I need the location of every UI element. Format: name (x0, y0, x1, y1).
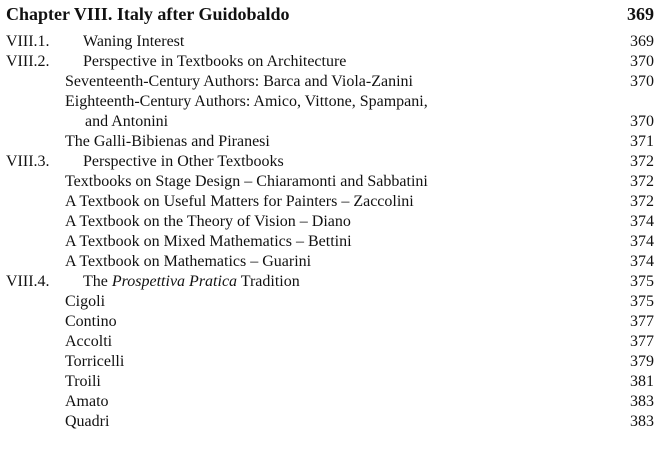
toc-entry-cigoli (6, 292, 654, 312)
entry-page: 372 (630, 173, 654, 190)
entry-title-post: Tradition (237, 273, 300, 290)
toc-entry-mixed-mathematics (6, 232, 654, 252)
toc-entry-contino (6, 312, 654, 332)
entry-page: 383 (630, 393, 654, 410)
entry-title: Perspective in Other Textbooks (83, 153, 284, 170)
entry-page: 375 (630, 293, 654, 310)
toc-entry-amato (6, 392, 654, 412)
toc-entry-quadri (6, 412, 654, 432)
toc-entry-theory-of-vision (6, 212, 654, 232)
entry-title-pre: The (83, 273, 112, 290)
toc-entry-mathematics-guarini (6, 252, 654, 272)
entry-page: 379 (630, 353, 654, 370)
entry-title: Seventeenth-Century Authors: Barca and Viola-Zanini (65, 73, 413, 90)
entry-title: Quadri (65, 413, 110, 430)
entry-title: A Textbook on Useful Matters for Painters – Zaccolini (65, 193, 414, 210)
entry-title: Torricelli (65, 353, 125, 370)
entry-page: 372 (630, 193, 654, 210)
entry-page: 372 (630, 153, 654, 170)
section-number: VIII.2. (6, 53, 50, 70)
toc-entry-accolti (6, 332, 654, 352)
toc-entry-stage-design (6, 172, 654, 192)
entry-title: Amato (65, 393, 109, 410)
toc-page (6, 0, 654, 432)
entry-title: Textbooks on Stage Design – Chiaramonti and Sabbatini (65, 173, 428, 190)
entry-title-italic: Prospettiva Pratica (111, 273, 238, 290)
toc-entry-galli-bibienas (6, 132, 654, 152)
entry-title: A Textbook on Mathematics – Guarini (65, 253, 312, 270)
toc-entry-waning-interest (6, 32, 654, 52)
chapter-page-number: 369 (627, 4, 654, 24)
entry-title: The Galli-Bibienas and Piranesi (65, 133, 270, 150)
toc-list (6, 32, 654, 432)
entry-page: 375 (630, 273, 654, 290)
section-number: VIII.1. (6, 33, 50, 50)
entry-title-line2: and Antonini (85, 113, 169, 130)
entry-page: 374 (630, 233, 654, 250)
entry-title: Accolti (65, 333, 113, 350)
toc-entry-textbooks-architecture (6, 52, 654, 72)
toc-entry-torricelli (6, 352, 654, 372)
entry-page: 383 (630, 413, 654, 430)
chapter-title: Chapter VIII. Italy after Guidobaldo (6, 4, 290, 24)
entry-page: 371 (630, 133, 654, 150)
toc-entry-troili (6, 372, 654, 392)
entry-page: 370 (630, 113, 654, 130)
toc-entry-prospettiva-pratica (6, 272, 654, 292)
entry-page: 369 (630, 33, 654, 50)
entry-page: 374 (630, 213, 654, 230)
entry-page: 374 (630, 253, 654, 270)
entry-title (65, 92, 585, 132)
toc-entry-seventeenth-century (6, 72, 654, 92)
entry-title: Perspective in Textbooks on Architecture (83, 53, 347, 70)
entry-title: A Textbook on Mixed Mathematics – Bettini (65, 233, 352, 250)
entry-page: 370 (630, 73, 654, 90)
toc-entry-useful-matters (6, 192, 654, 212)
toc-entry-eighteenth-century (6, 92, 654, 132)
entry-title: Contino (65, 313, 117, 330)
entry-page: 381 (630, 373, 654, 390)
entry-title (83, 272, 563, 292)
entry-title: A Textbook on the Theory of Vision – Diano (65, 213, 351, 230)
entry-title: Waning Interest (83, 33, 185, 50)
section-number: VIII.4. (6, 273, 50, 290)
entry-title: Cigoli (65, 293, 106, 310)
entry-title: Troili (65, 373, 101, 390)
entry-page: 370 (630, 53, 654, 70)
entry-page: 377 (630, 333, 654, 350)
section-number: VIII.3. (6, 153, 50, 170)
entry-title-line1: Eighteenth-Century Authors: Amico, Vittone, Spampani, (65, 93, 428, 110)
entry-page: 377 (630, 313, 654, 330)
toc-entry-other-textbooks (6, 152, 654, 172)
chapter-heading (6, 0, 654, 32)
